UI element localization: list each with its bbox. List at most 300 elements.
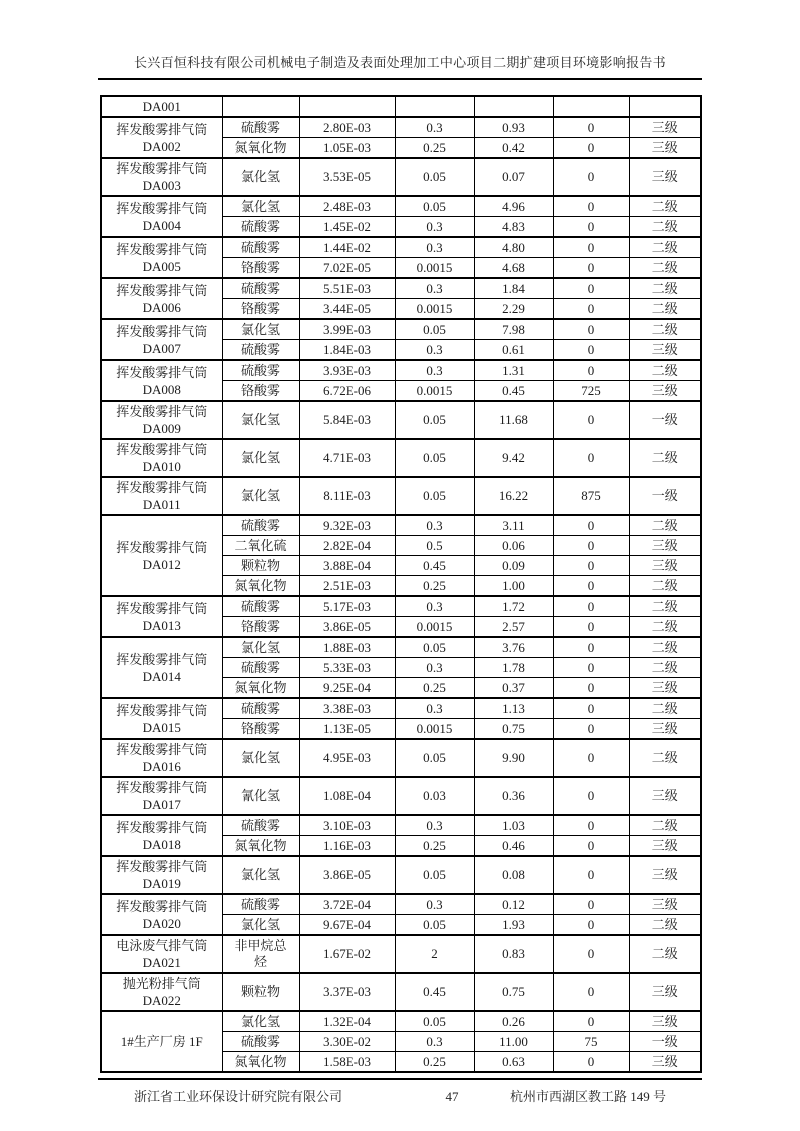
source-line: DA011 xyxy=(142,497,181,512)
value-cell: 0 xyxy=(553,158,629,196)
grade-cell: 二级 xyxy=(629,658,701,678)
value-cell: 0.3 xyxy=(395,1032,474,1052)
grade-cell: 二级 xyxy=(629,935,701,973)
source-line: DA003 xyxy=(142,178,181,193)
grade-cell: 二级 xyxy=(629,698,701,719)
pollutant-cell: 硫酸雾 xyxy=(222,894,299,915)
empty-cell xyxy=(629,96,701,117)
value-cell: 0.25 xyxy=(395,678,474,699)
source-line: DA009 xyxy=(142,421,181,436)
grade-cell: 二级 xyxy=(629,217,701,238)
value-cell: 2.57 xyxy=(474,617,553,638)
value-cell: 1.78 xyxy=(474,658,553,678)
value-cell: 0 xyxy=(553,576,629,597)
source-cell: DA001 xyxy=(101,96,222,117)
value-cell: 1.05E-03 xyxy=(299,138,395,159)
grade-cell: 三级 xyxy=(629,719,701,740)
value-cell: 0 xyxy=(553,596,629,617)
source-line: 挥发酸雾排气筒 xyxy=(116,898,208,914)
pollutant-cell: 铬酸雾 xyxy=(222,719,299,740)
source-cell xyxy=(101,894,222,935)
value-cell: 3.72E-04 xyxy=(299,894,395,915)
value-cell: 0 xyxy=(553,1011,629,1032)
value-cell: 0.93 xyxy=(474,117,553,138)
value-cell: 0.03 xyxy=(395,777,474,815)
source-line: 挥发酸雾排气筒 xyxy=(116,539,208,555)
table-row xyxy=(101,117,701,138)
source-line: DA014 xyxy=(142,668,181,684)
grade-cell: 二级 xyxy=(629,278,701,299)
value-cell: 4.68 xyxy=(474,258,553,279)
grade-cell: 二级 xyxy=(629,815,701,836)
empty-cell xyxy=(222,96,299,117)
value-cell: 4.71E-03 xyxy=(299,439,395,477)
grade-cell: 二级 xyxy=(629,319,701,340)
value-cell: 0.06 xyxy=(474,536,553,556)
value-cell: 9.42 xyxy=(474,439,553,477)
value-cell: 9.67E-04 xyxy=(299,915,395,936)
value-cell: 0.75 xyxy=(474,719,553,740)
source-line: DA019 xyxy=(142,876,181,891)
value-cell: 1.31 xyxy=(474,360,553,381)
value-cell: 0.3 xyxy=(395,217,474,238)
source-cell xyxy=(101,515,222,596)
source-cell xyxy=(101,973,222,1011)
pollutant-cell: 硫酸雾 xyxy=(222,1032,299,1052)
source-line: DA017 xyxy=(142,797,181,812)
grade-cell: 二级 xyxy=(629,915,701,936)
value-cell: 0 xyxy=(553,637,629,658)
pollutant-cell: 颗粒物 xyxy=(222,556,299,576)
value-cell: 0.25 xyxy=(395,1052,474,1073)
empty-cell xyxy=(395,96,474,117)
value-cell: 1.13E-05 xyxy=(299,719,395,740)
grade-cell: 三级 xyxy=(629,556,701,576)
value-cell: 3.53E-05 xyxy=(299,158,395,196)
source-cell xyxy=(101,815,222,856)
source-cell xyxy=(101,360,222,401)
value-cell: 0 xyxy=(553,678,629,699)
source-line: 抛光粉排气筒 xyxy=(122,976,201,991)
grade-cell: 二级 xyxy=(629,299,701,320)
value-cell: 1.03 xyxy=(474,815,553,836)
table-row xyxy=(101,360,701,381)
table-row xyxy=(101,237,701,258)
value-cell: 0.05 xyxy=(395,1011,474,1032)
grade-cell: 二级 xyxy=(629,439,701,477)
grade-cell: 二级 xyxy=(629,576,701,597)
value-cell: 0 xyxy=(553,138,629,159)
value-cell: 0 xyxy=(553,1052,629,1073)
value-cell: 0.05 xyxy=(395,637,474,658)
table-row xyxy=(101,515,701,536)
value-cell: 2 xyxy=(395,935,474,973)
value-cell: 0 xyxy=(553,719,629,740)
value-cell: 0.05 xyxy=(395,319,474,340)
source-line: 1#生产厂房 1F xyxy=(120,1034,203,1049)
grade-cell: 二级 xyxy=(629,237,701,258)
value-cell: 0.42 xyxy=(474,138,553,159)
pollutant-cell: 氮氧化物 xyxy=(222,836,299,857)
source-cell xyxy=(101,117,222,158)
value-cell: 0.05 xyxy=(395,196,474,217)
value-cell: 0.0015 xyxy=(395,299,474,320)
value-cell: 1.67E-02 xyxy=(299,935,395,973)
value-cell: 0.3 xyxy=(395,894,474,915)
value-cell: 0.0015 xyxy=(395,258,474,279)
pollutant-cell: 铬酸雾 xyxy=(222,299,299,320)
value-cell: 2.48E-03 xyxy=(299,196,395,217)
source-line: DA008 xyxy=(142,381,181,397)
value-cell: 0.05 xyxy=(395,915,474,936)
pollutant-cell: 氮氧化物 xyxy=(222,678,299,699)
source-line: DA012 xyxy=(142,556,181,572)
value-cell: 0 xyxy=(553,258,629,279)
value-cell: 9.32E-03 xyxy=(299,515,395,536)
value-cell: 75 xyxy=(553,1032,629,1052)
grade-cell: 三级 xyxy=(629,340,701,361)
value-cell: 7.98 xyxy=(474,319,553,340)
value-cell: 3.30E-02 xyxy=(299,1032,395,1052)
source-cell xyxy=(101,698,222,739)
grade-cell: 二级 xyxy=(629,637,701,658)
value-cell: 9.90 xyxy=(474,739,553,777)
header-rule xyxy=(98,78,702,80)
value-cell: 3.86E-05 xyxy=(299,856,395,894)
value-cell: 0.05 xyxy=(395,158,474,196)
source-cell xyxy=(101,439,222,477)
value-cell: 6.72E-06 xyxy=(299,381,395,402)
value-cell: 3.10E-03 xyxy=(299,815,395,836)
value-cell: 0 xyxy=(553,915,629,936)
source-cell xyxy=(101,401,222,439)
source-cell xyxy=(101,935,222,973)
source-line: DA022 xyxy=(142,993,181,1008)
emission-table-body xyxy=(101,96,701,1072)
source-line: 挥发酸雾排气筒 xyxy=(116,442,208,457)
value-cell: 5.51E-03 xyxy=(299,278,395,299)
grade-cell: 二级 xyxy=(629,360,701,381)
table-row xyxy=(101,815,701,836)
source-line: 挥发酸雾排气筒 xyxy=(116,364,208,380)
table-row xyxy=(101,278,701,299)
value-cell: 0 xyxy=(553,515,629,536)
value-cell: 0 xyxy=(553,973,629,1011)
value-cell: 1.84 xyxy=(474,278,553,299)
source-cell xyxy=(101,637,222,698)
grade-cell: 三级 xyxy=(629,836,701,857)
grade-cell: 三级 xyxy=(629,1052,701,1073)
value-cell: 0.45 xyxy=(395,556,474,576)
grade-cell: 三级 xyxy=(629,138,701,159)
table-row xyxy=(101,439,701,477)
source-cell xyxy=(101,237,222,278)
source-line: 挥发酸雾排气筒 xyxy=(116,702,208,718)
value-cell: 0 xyxy=(553,698,629,719)
grade-cell: 三级 xyxy=(629,117,701,138)
table-row xyxy=(101,777,701,815)
pollutant-cell: 氯化氢 xyxy=(222,196,299,217)
value-cell: 0.61 xyxy=(474,340,553,361)
footer-company: 浙江省工业环保设计研究院有限公司 xyxy=(134,1089,343,1104)
value-cell: 0 xyxy=(553,319,629,340)
pollutant-cell: 氮氧化物 xyxy=(222,138,299,159)
value-cell: 0 xyxy=(553,196,629,217)
table-row xyxy=(101,894,701,915)
value-cell: 0.25 xyxy=(395,138,474,159)
table-row xyxy=(101,477,701,515)
grade-cell: 二级 xyxy=(629,739,701,777)
pollutant-cell: 氮氧化物 xyxy=(222,576,299,597)
source-line: 挥发酸雾排气筒 xyxy=(116,859,208,874)
value-cell: 0.3 xyxy=(395,515,474,536)
value-cell: 0 xyxy=(553,117,629,138)
value-cell: 11.68 xyxy=(474,401,553,439)
grade-cell: 一级 xyxy=(629,477,701,515)
pollutant-cell: 二氧化硫 xyxy=(222,536,299,556)
source-line: 挥发酸雾排气筒 xyxy=(116,819,208,835)
table-row xyxy=(101,596,701,617)
value-cell: 0.05 xyxy=(395,477,474,515)
source-line: DA010 xyxy=(142,459,181,474)
grade-cell: 三级 xyxy=(629,1011,701,1032)
value-cell: 5.17E-03 xyxy=(299,596,395,617)
value-cell: 16.22 xyxy=(474,477,553,515)
source-line: 挥发酸雾排气筒 xyxy=(116,323,208,339)
pollutant-cell: 氯化氢 xyxy=(222,319,299,340)
value-cell: 0.3 xyxy=(395,237,474,258)
source-line: 挥发酸雾排气筒 xyxy=(116,241,208,257)
pollutant-cell: 铬酸雾 xyxy=(222,617,299,638)
value-cell: 0.05 xyxy=(395,739,474,777)
value-cell: 0 xyxy=(553,777,629,815)
pollutant-cell: 氯化氢 xyxy=(222,439,299,477)
value-cell: 0 xyxy=(553,278,629,299)
pollutant-cell: 氯化氢 xyxy=(222,856,299,894)
pollutant-cell: 硫酸雾 xyxy=(222,117,299,138)
pollutant-cell: 硫酸雾 xyxy=(222,596,299,617)
table-row xyxy=(101,935,701,973)
grade-cell: 三级 xyxy=(629,678,701,699)
footer-address: 杭州市西湖区教工路 149 号 xyxy=(509,1089,666,1104)
pollutant-cell: 硫酸雾 xyxy=(222,815,299,836)
value-cell: 0.3 xyxy=(395,815,474,836)
table-row xyxy=(101,319,701,340)
value-cell: 0 xyxy=(553,439,629,477)
pollutant-cell: 氯化氢 xyxy=(222,401,299,439)
pollutant-cell: 颗粒物 xyxy=(222,973,299,1011)
value-cell: 9.25E-04 xyxy=(299,678,395,699)
value-cell: 1.58E-03 xyxy=(299,1052,395,1073)
value-cell: 0 xyxy=(553,739,629,777)
value-cell: 0.3 xyxy=(395,658,474,678)
source-line: DA020 xyxy=(142,915,181,931)
grade-cell: 三级 xyxy=(629,856,701,894)
value-cell: 0.07 xyxy=(474,158,553,196)
value-cell: 8.11E-03 xyxy=(299,477,395,515)
value-cell: 0 xyxy=(553,658,629,678)
value-cell: 0.25 xyxy=(395,576,474,597)
value-cell: 4.80 xyxy=(474,237,553,258)
value-cell: 0.46 xyxy=(474,836,553,857)
emission-table xyxy=(100,95,702,1073)
table-row xyxy=(101,973,701,1011)
source-line: 挥发酸雾排气筒 xyxy=(116,480,208,495)
source-line: 挥发酸雾排气筒 xyxy=(116,200,208,216)
pollutant-cell: 硫酸雾 xyxy=(222,698,299,719)
value-cell: 0.3 xyxy=(395,117,474,138)
value-cell: 0 xyxy=(553,556,629,576)
source-line: 挥发酸雾排气筒 xyxy=(116,121,208,137)
value-cell: 3.86E-05 xyxy=(299,617,395,638)
source-cell xyxy=(101,739,222,777)
source-cell xyxy=(101,278,222,319)
value-cell: 0.05 xyxy=(395,439,474,477)
source-line: DA013 xyxy=(142,617,181,633)
value-cell: 1.45E-02 xyxy=(299,217,395,238)
value-cell: 0.12 xyxy=(474,894,553,915)
value-cell: 3.11 xyxy=(474,515,553,536)
value-cell: 0.05 xyxy=(395,856,474,894)
value-cell: 2.82E-04 xyxy=(299,536,395,556)
value-cell: 1.84E-03 xyxy=(299,340,395,361)
value-cell: 0 xyxy=(553,401,629,439)
source-line: DA021 xyxy=(142,955,181,970)
value-cell: 0 xyxy=(553,836,629,857)
source-line: DA004 xyxy=(142,217,181,233)
value-cell: 0 xyxy=(553,894,629,915)
table-row xyxy=(101,856,701,894)
grade-cell: 三级 xyxy=(629,158,701,196)
value-cell: 0 xyxy=(553,617,629,638)
footer-rule xyxy=(98,1078,702,1105)
value-cell: 1.93 xyxy=(474,915,553,936)
value-cell: 0.08 xyxy=(474,856,553,894)
grade-cell: 二级 xyxy=(629,596,701,617)
pollutant-cell: 铬酸雾 xyxy=(222,258,299,279)
source-line: 挥发酸雾排气筒 xyxy=(116,282,208,298)
value-cell: 0.63 xyxy=(474,1052,553,1073)
value-cell: 1.44E-02 xyxy=(299,237,395,258)
value-cell: 0 xyxy=(553,815,629,836)
value-cell: 3.37E-03 xyxy=(299,973,395,1011)
empty-cell xyxy=(474,96,553,117)
value-cell: 0 xyxy=(553,217,629,238)
source-line: DA006 xyxy=(142,299,181,315)
source-line: 挥发酸雾排气筒 xyxy=(116,404,208,419)
source-line: DA002 xyxy=(142,138,181,154)
value-cell: 0.3 xyxy=(395,278,474,299)
pollutant-cell: 氯化氢 xyxy=(222,1011,299,1032)
pollutant-cell: 氯化氢 xyxy=(222,477,299,515)
value-cell: 0.0015 xyxy=(395,617,474,638)
pollutant-cell: 氯化氢 xyxy=(222,158,299,196)
table-row xyxy=(101,698,701,719)
source-line: 电泳废气排气筒 xyxy=(116,938,208,953)
source-cell xyxy=(101,158,222,196)
empty-cell xyxy=(299,96,395,117)
value-cell: 3.99E-03 xyxy=(299,319,395,340)
value-cell: 5.33E-03 xyxy=(299,658,395,678)
value-cell: 2.80E-03 xyxy=(299,117,395,138)
value-cell: 11.00 xyxy=(474,1032,553,1052)
table-row xyxy=(101,158,701,196)
value-cell: 2.51E-03 xyxy=(299,576,395,597)
value-cell: 0.3 xyxy=(395,340,474,361)
value-cell: 725 xyxy=(553,381,629,402)
pollutant-cell: 硫酸雾 xyxy=(222,360,299,381)
value-cell: 1.88E-03 xyxy=(299,637,395,658)
source-cell xyxy=(101,319,222,360)
value-cell: 0.0015 xyxy=(395,719,474,740)
value-cell: 7.02E-05 xyxy=(299,258,395,279)
value-cell: 0.3 xyxy=(395,698,474,719)
value-cell: 1.32E-04 xyxy=(299,1011,395,1032)
table-row xyxy=(101,739,701,777)
value-cell: 0.26 xyxy=(474,1011,553,1032)
grade-cell: 二级 xyxy=(629,515,701,536)
pollutant-cell: 氯化氢 xyxy=(222,637,299,658)
pollutant-cell: 铬酸雾 xyxy=(222,381,299,402)
pollutant-cell: 硫酸雾 xyxy=(222,217,299,238)
grade-cell: 一级 xyxy=(629,1032,701,1052)
value-cell: 0.37 xyxy=(474,678,553,699)
value-cell: 0 xyxy=(553,536,629,556)
value-cell: 0.05 xyxy=(395,401,474,439)
footer-page-number: 47 xyxy=(445,1089,459,1104)
pollutant-cell: 氯化氢 xyxy=(222,915,299,936)
value-cell: 875 xyxy=(553,477,629,515)
value-cell: 0 xyxy=(553,299,629,320)
grade-cell: 三级 xyxy=(629,381,701,402)
source-cell xyxy=(101,1011,222,1072)
value-cell: 3.76 xyxy=(474,637,553,658)
value-cell: 4.83 xyxy=(474,217,553,238)
value-cell: 0.25 xyxy=(395,836,474,857)
source-line: DA007 xyxy=(142,340,181,356)
source-cell xyxy=(101,596,222,637)
source-line: DA015 xyxy=(142,719,181,735)
value-cell: 1.72 xyxy=(474,596,553,617)
value-cell: 0.09 xyxy=(474,556,553,576)
value-cell: 2.29 xyxy=(474,299,553,320)
source-line: 挥发酸雾排气筒 xyxy=(116,651,208,667)
value-cell: 0 xyxy=(553,340,629,361)
pollutant-cell: 硫酸雾 xyxy=(222,340,299,361)
table-row xyxy=(101,637,701,658)
value-cell: 3.88E-04 xyxy=(299,556,395,576)
source-line: 挥发酸雾排气筒 xyxy=(116,780,208,795)
pollutant-cell: 硫酸雾 xyxy=(222,515,299,536)
value-cell: 0 xyxy=(553,935,629,973)
pollutant-cell: 氯化氢 xyxy=(222,739,299,777)
page-footer xyxy=(98,1080,702,1105)
value-cell: 0 xyxy=(553,360,629,381)
source-line: DA005 xyxy=(142,258,181,274)
table-row xyxy=(101,1011,701,1032)
source-line: 挥发酸雾排气筒 xyxy=(116,742,208,757)
grade-cell: 二级 xyxy=(629,617,701,638)
value-cell: 0 xyxy=(553,237,629,258)
pollutant-cell: 硫酸雾 xyxy=(222,237,299,258)
value-cell: 0.45 xyxy=(474,381,553,402)
source-line: 挥发酸雾排气筒 xyxy=(116,161,208,176)
pollutant-cell: 氮氧化物 xyxy=(222,1052,299,1073)
value-cell: 1.13 xyxy=(474,698,553,719)
table-row xyxy=(101,196,701,217)
source-cell xyxy=(101,477,222,515)
source-line: DA018 xyxy=(142,836,181,852)
